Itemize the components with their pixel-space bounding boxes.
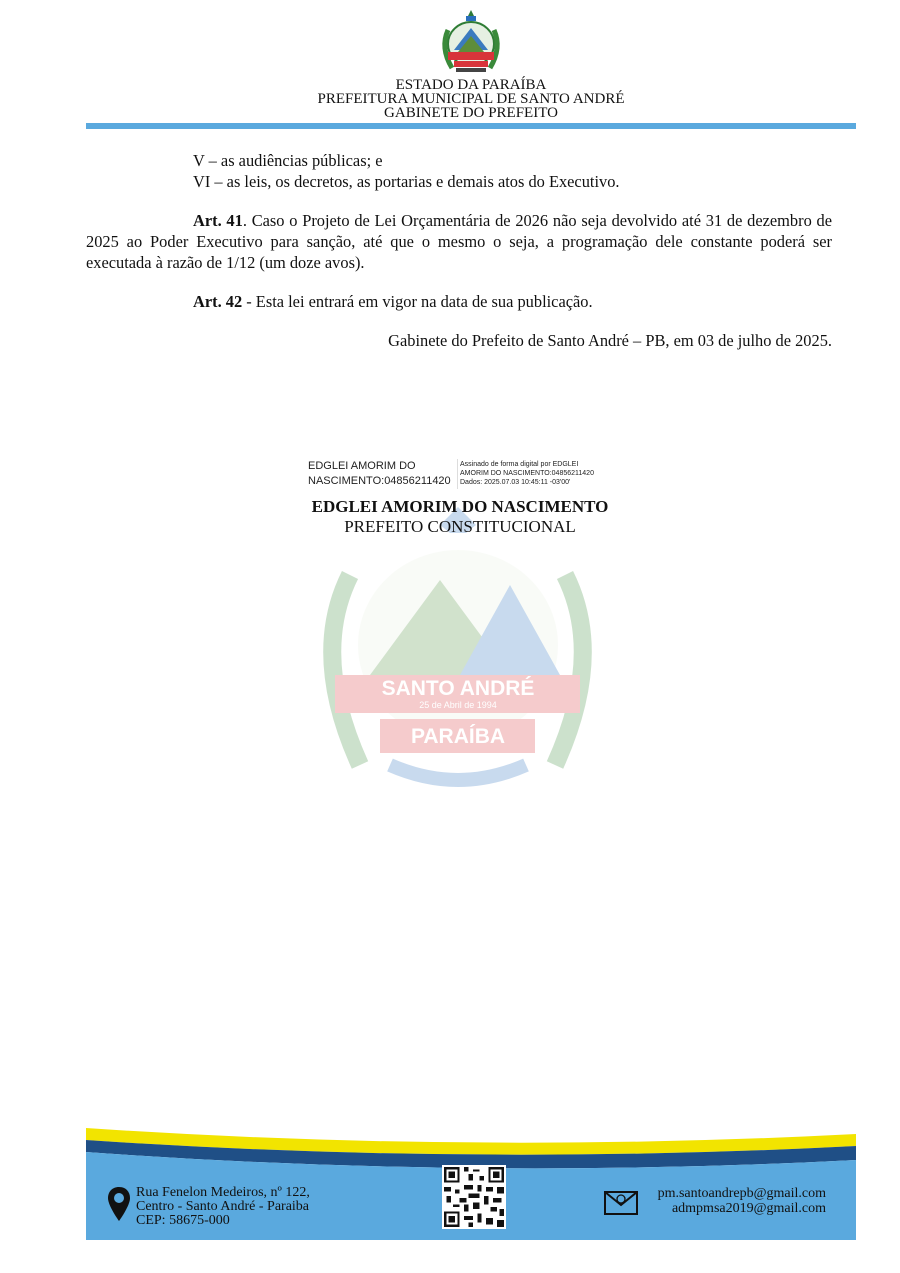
signature-detail-line2: AMORIM DO NASCIMENTO:04856211420 bbox=[460, 470, 594, 477]
article-42-text: - Esta lei entrará em vigor na data de sua publicação. bbox=[242, 292, 593, 311]
signature-details bbox=[460, 460, 630, 487]
address-line2: Centro - Santo André - Paraiba bbox=[136, 1199, 310, 1214]
signature-detail-line3: Dados: 2025.07.03 10:45:11 -03'00' bbox=[460, 479, 571, 486]
header-office: GABINETE DO PREFEITO bbox=[384, 105, 558, 121]
header-prefecture: PREFEITURA MUNICIPAL DE SANTO ANDRÉ bbox=[317, 91, 625, 107]
address-line1: Rua Fenelon Medeiros, nº 122, bbox=[136, 1185, 310, 1200]
signature-signer-line2: NASCIMENTO:04856211420 bbox=[308, 475, 451, 487]
footer-address bbox=[136, 1186, 310, 1228]
location-pin-icon bbox=[107, 1186, 131, 1222]
watermark-state: PARAÍBA bbox=[410, 725, 506, 748]
header-state: ESTADO DA PARAÍBA bbox=[395, 77, 547, 93]
signer-title: PREFEITO CONSTITUCIONAL bbox=[344, 517, 576, 536]
signer-block bbox=[200, 497, 720, 537]
qr-code bbox=[442, 1165, 506, 1229]
item-vi: VI – as leis, os decretos, as portarias e demais atos do Executivo. bbox=[193, 172, 620, 191]
watermark-date: 25 de Abril de 1994 bbox=[419, 700, 497, 710]
header-divider bbox=[86, 123, 856, 129]
signature-signer bbox=[308, 459, 458, 489]
signature-divider bbox=[457, 459, 458, 489]
watermark-city: SANTO ANDRÉ bbox=[381, 677, 535, 700]
address-line3: CEP: 58675-000 bbox=[136, 1213, 230, 1228]
email-secondary: admpmsa2019@gmail.com bbox=[671, 1201, 826, 1216]
email-primary: pm.santoandrepb@gmail.com bbox=[657, 1186, 826, 1201]
article-41-label: Art. 41 bbox=[193, 211, 243, 230]
signature-signer-line1: EDGLEI AMORIM DO bbox=[308, 460, 416, 472]
article-42 bbox=[86, 291, 832, 312]
article-42-label: Art. 42 bbox=[193, 292, 243, 311]
document-body bbox=[86, 150, 832, 351]
signature-detail-line1: Assinado de forma digital por EDGLEI bbox=[460, 461, 579, 468]
closing-date: Gabinete do Prefeito de Santo André – PB, em 03 de julho de 2025. bbox=[388, 331, 832, 350]
mail-icon bbox=[604, 1190, 638, 1216]
signer-name: EDGLEI AMORIM DO NASCIMENTO bbox=[311, 497, 609, 516]
footer-emails bbox=[640, 1186, 826, 1216]
article-41 bbox=[86, 210, 832, 273]
item-v: V – as audiências públicas; e bbox=[193, 151, 383, 170]
letterhead bbox=[0, 78, 900, 120]
watermark-crest bbox=[310, 505, 605, 790]
article-41-text: . Caso o Projeto de Lei Orçamentária de 2026 não seja devolvido até 31 de dezembro de 2025 ao Poder Executivo para sanção, até que o mesmo o seja, a programação dele constante poderá ser executada à razão de 1/12 (um doze avos). bbox=[86, 211, 833, 272]
crest-emblem bbox=[436, 8, 506, 76]
